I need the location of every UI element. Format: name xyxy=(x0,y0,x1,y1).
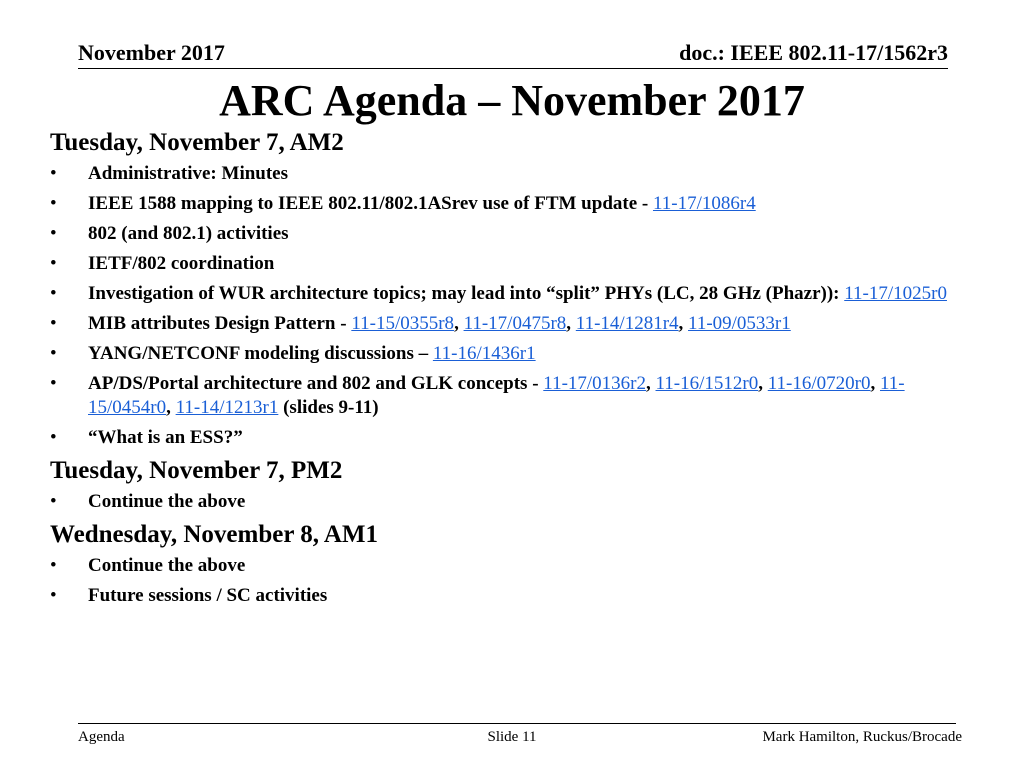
agenda-item xyxy=(50,554,950,578)
item-text: , xyxy=(758,373,768,394)
document-link[interactable]: 11-17/0136r2 xyxy=(543,373,647,394)
document-link[interactable]: 11-15/0454r0 xyxy=(88,373,905,418)
item-text: AP/DS/Portal architecture and 802 and GLK concepts - xyxy=(88,373,544,394)
bullet-icon: • xyxy=(50,491,57,512)
item-text: IETF/802 coordination xyxy=(88,253,275,274)
document-link[interactable]: 11-17/1025r0 xyxy=(844,283,947,304)
document-link[interactable]: 11-14/1281r4 xyxy=(575,313,679,334)
document-link[interactable]: 11-16/1436r1 xyxy=(432,343,536,364)
item-text: Investigation of WUR architecture topics; may lead into “split” PHYs (LC, 28 GHz (Phazr)): xyxy=(88,283,845,304)
agenda-item xyxy=(50,426,950,450)
document-link[interactable]: 11-15/0355r8 xyxy=(351,313,455,334)
agenda-item xyxy=(50,282,950,306)
bullet-icon: • xyxy=(50,313,57,334)
item-text: Continue the above xyxy=(88,555,246,576)
item-text: YANG/NETCONF modeling discussions – xyxy=(88,343,433,364)
bullet-icon: • xyxy=(50,373,57,394)
section-heading: Wednesday, November 8, AM1 xyxy=(50,521,379,548)
footer-slide-number: Slide 11 xyxy=(487,729,537,745)
item-text: , xyxy=(166,397,176,418)
header-divider xyxy=(78,68,948,69)
item-text: Continue the above xyxy=(88,491,246,512)
item-text: Future sessions / SC activities xyxy=(88,585,328,606)
agenda-list xyxy=(50,490,950,514)
item-text: , xyxy=(870,373,880,394)
item-text: (slides 9-11) xyxy=(278,397,379,418)
header-doc-id: doc.: IEEE 802.11-17/1562r3 xyxy=(679,40,948,65)
agenda-item xyxy=(50,312,950,336)
item-text: , xyxy=(566,313,576,334)
agenda-item xyxy=(50,490,950,514)
item-text: , xyxy=(646,373,656,394)
item-text: Administrative: Minutes xyxy=(88,163,289,184)
bullet-icon: • xyxy=(50,585,57,606)
agenda-item xyxy=(50,584,950,608)
document-link[interactable]: 11-16/1512r0 xyxy=(655,373,759,394)
header-date: November 2017 xyxy=(78,40,225,65)
document-link[interactable]: 11-17/0475r8 xyxy=(463,313,567,334)
bullet-icon: • xyxy=(50,253,57,274)
agenda-item xyxy=(50,222,950,246)
document-link[interactable]: 11-14/1213r1 xyxy=(175,397,279,418)
item-text: MIB attributes Design Pattern - xyxy=(88,313,352,334)
agenda-item xyxy=(50,192,950,216)
item-text: 802 (and 802.1) activities xyxy=(88,223,289,244)
document-link[interactable]: 11-09/0533r1 xyxy=(688,313,791,334)
bullet-icon: • xyxy=(50,427,57,448)
agenda-item xyxy=(50,372,950,420)
document-link[interactable]: 11-17/1086r4 xyxy=(652,193,756,214)
agenda-item xyxy=(50,252,950,276)
bullet-icon: • xyxy=(50,555,57,576)
item-text: “What is an ESS?” xyxy=(88,427,243,448)
bullet-icon: • xyxy=(50,163,57,184)
section-heading: Tuesday, November 7, AM2 xyxy=(50,129,344,156)
agenda-item xyxy=(50,342,950,366)
footer-divider xyxy=(78,723,956,724)
agenda-item xyxy=(50,162,950,186)
footer-left: Agenda xyxy=(78,729,125,745)
bullet-icon: • xyxy=(50,193,57,214)
footer-author: Mark Hamilton, Ruckus/Brocade xyxy=(762,729,962,745)
agenda-list xyxy=(50,554,950,608)
agenda-list xyxy=(50,162,950,450)
item-text: , xyxy=(454,313,464,334)
item-text: IEEE 1588 mapping to IEEE 802.11/802.1ASrev use of FTM update - xyxy=(88,193,653,214)
agenda-content xyxy=(50,124,950,614)
bullet-icon: • xyxy=(50,283,57,304)
slide-title: ARC Agenda – November 2017 xyxy=(219,76,805,125)
document-link[interactable]: 11-16/0720r0 xyxy=(767,373,871,394)
item-text: , xyxy=(678,313,689,334)
section-heading: Tuesday, November 7, PM2 xyxy=(50,457,343,484)
bullet-icon: • xyxy=(50,343,57,364)
bullet-icon: • xyxy=(50,223,57,244)
